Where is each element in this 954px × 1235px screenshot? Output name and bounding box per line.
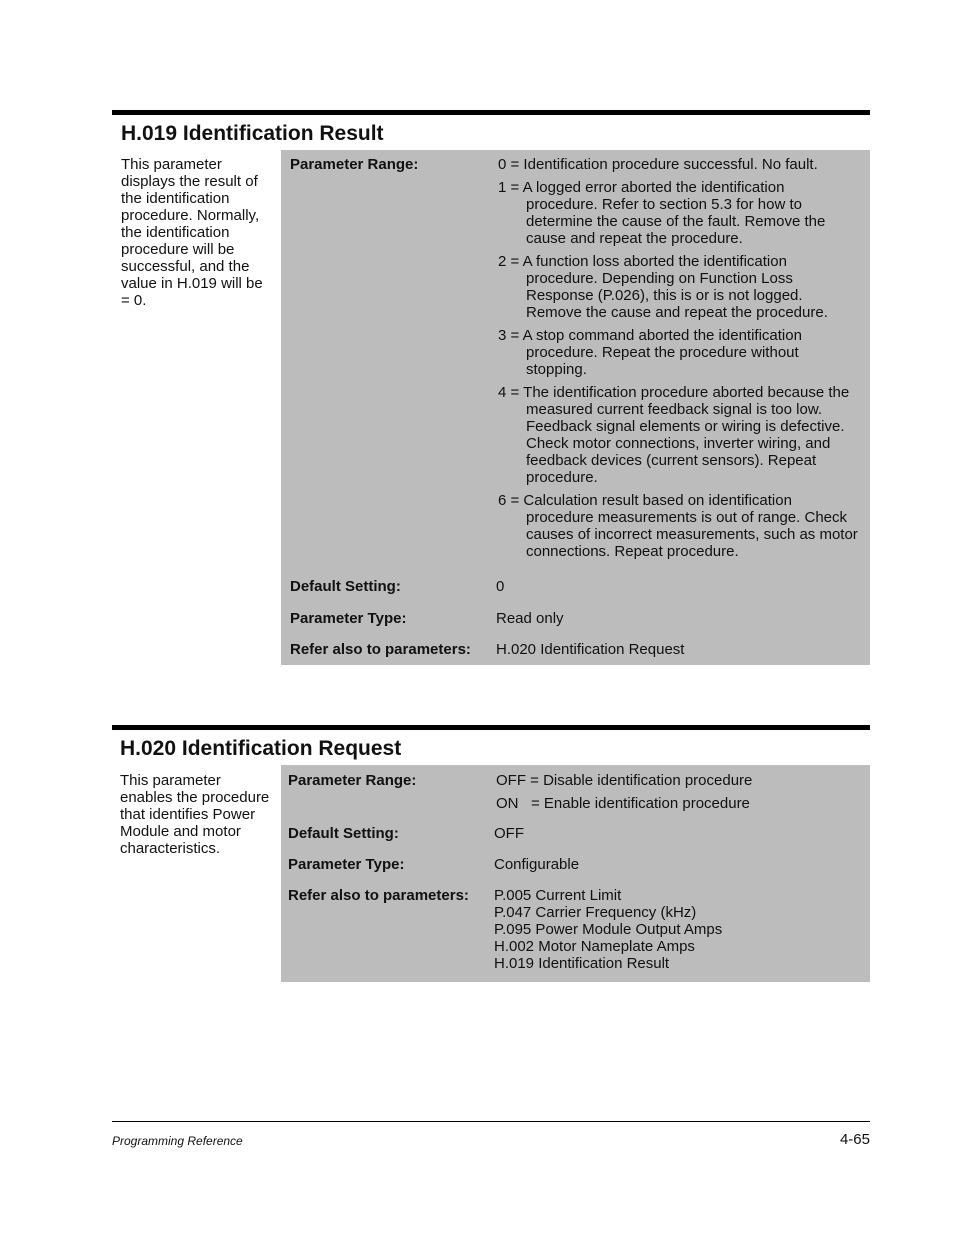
type-value: Read only [496, 610, 564, 627]
section-title: H.020 Identification Request [120, 737, 402, 760]
section-h019 [112, 110, 870, 666]
type-label: Parameter Type: [290, 610, 407, 627]
range-entry: 4 = The identification procedure aborted because the measured current feedback signal is too low. Feedback signal elements or wiring is defective. Check motor connections, inverter wiring, and feedback devices (current sensors). Repeat procedure. [498, 384, 850, 486]
section-rule [112, 725, 870, 730]
range-label: Parameter Range: [288, 772, 417, 789]
section-h020 [112, 725, 870, 983]
type-value: Configurable [494, 856, 580, 873]
parameter-description: This parameter enables the procedure that identifies Power Module and motor characteristics. [120, 772, 270, 857]
parameter-description: This parameter displays the result of the identification procedure. Normally, the identification procedure will be successful, and the value in H.019 will be = 0. [121, 156, 263, 309]
range-entry: 3 = A stop command aborted the identification procedure. Repeat the procedure without stopping. [498, 327, 802, 378]
range-entry: 2 = A function loss aborted the identification procedure. Depending on Function Loss Response (P.026), this is or is not logged. Remove the cause and repeat the procedure. [498, 253, 828, 321]
parameter-table [281, 765, 870, 982]
range-entry: ON = Enable identification procedure [496, 795, 750, 812]
refer-label: Refer also to parameters: [290, 641, 471, 658]
range-values [498, 156, 860, 566]
section-rule [112, 110, 870, 115]
type-label: Parameter Type: [288, 856, 405, 873]
refer-value: P.005 Current Limit [494, 887, 622, 904]
range-values [496, 772, 860, 812]
refer-value: P.095 Power Module Output Amps [494, 921, 723, 938]
range-entry: OFF = Disable identification procedure [496, 772, 753, 789]
refer-values [494, 887, 860, 972]
refer-value: H.002 Motor Nameplate Amps [494, 938, 695, 955]
range-label: Parameter Range: [290, 156, 419, 173]
page-number: 4-65 [839, 1131, 870, 1148]
refer-value: H.020 Identification Request [496, 641, 685, 658]
footer-title: Programming Reference [112, 1134, 243, 1148]
refer-value: H.019 Identification Result [494, 955, 670, 972]
default-value: OFF [494, 825, 524, 842]
range-entry: 1 = A logged error aborted the identification procedure. Refer to section 5.3 for how to determine the cause of the fault. Remove the cause and repeat the procedure. [498, 179, 826, 247]
refer-value: P.047 Carrier Frequency (kHz) [494, 904, 697, 921]
default-label: Default Setting: [290, 578, 401, 595]
refer-label: Refer also to parameters: [288, 887, 469, 904]
default-value: 0 [496, 578, 505, 595]
footer-rule [112, 1121, 870, 1122]
range-entry: 0 = Identification procedure successful. No fault. [498, 156, 818, 173]
parameter-table [281, 150, 870, 665]
default-label: Default Setting: [288, 825, 399, 842]
section-title: H.019 Identification Result [121, 122, 384, 145]
range-entry: 6 = Calculation result based on identification procedure measurements is out of range. Check causes of incorrect measurements, such as motor connections. Repeat procedure. [498, 492, 858, 560]
